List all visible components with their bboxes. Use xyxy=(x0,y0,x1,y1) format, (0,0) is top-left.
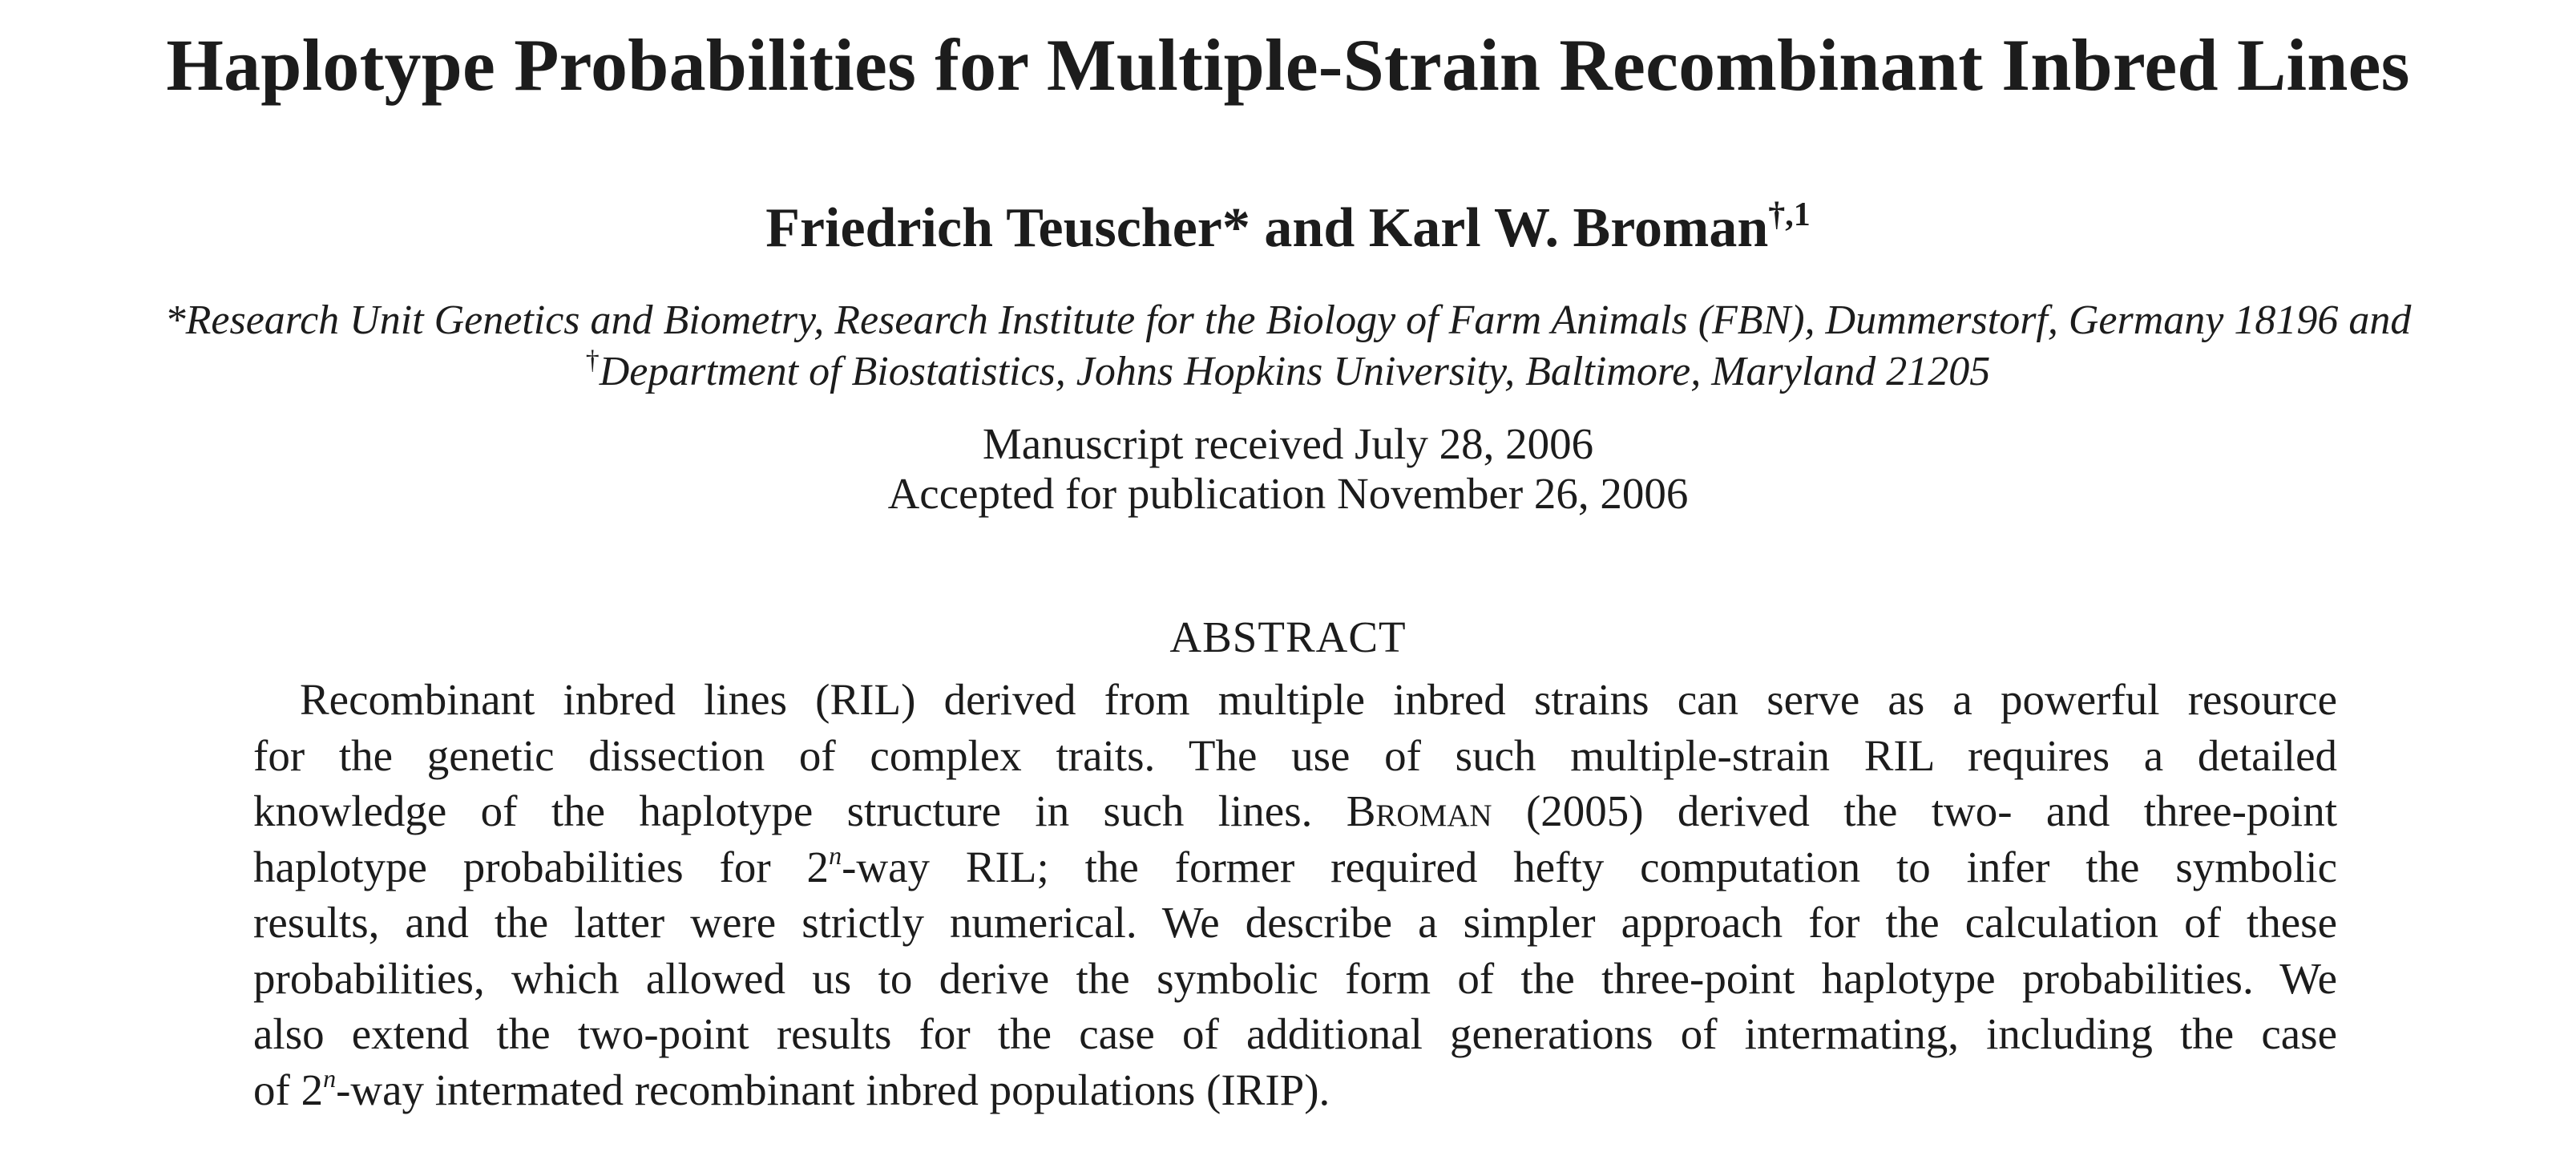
paper-title: Haplotype Probabilities for Multiple-Strain Recombinant Inbred Lines xyxy=(166,24,2410,106)
affiliation-line-2-text: Department of Biostatistics, Johns Hopkins University, Baltimore, Maryland 21205 xyxy=(599,349,1991,394)
abstract-line: Recombinant inbred lines (RIL) derived from multiple inbred strains can serve as a powerful resource xyxy=(300,675,2337,724)
abstract-text: (2005) derived the two- and three-point xyxy=(1492,786,2337,835)
date-accepted: Accepted for publication November 26, 2006 xyxy=(887,469,1689,518)
exponent-n: n xyxy=(323,1063,337,1093)
abstract-body xyxy=(253,672,2337,1118)
author-broman: Karl W. Broman xyxy=(1368,197,1769,259)
abstract-line xyxy=(253,839,2337,895)
abstract-text: -way RIL; the former required hefty computation to infer the symbolic xyxy=(842,842,2337,891)
affiliation-line-1: *Research Unit Genetics and Biometry, Research Institute for the Biology of Farm Animals (FBN), Dummerstorf, Germany 18196 and xyxy=(164,297,2412,343)
abstract-line xyxy=(253,1062,2337,1118)
abstract-line: results, and the latter were strictly numerical. We describe a simpler approach for the calculation of these xyxy=(253,898,2337,947)
author-conjunction: and xyxy=(1250,197,1369,259)
abstract-heading: ABSTRACT xyxy=(1169,612,1407,661)
exponent-n: n xyxy=(829,840,842,870)
abstract-line: for the genetic dissection of complex traits. The use of such multiple-strain RIL requires a detailed xyxy=(253,730,2337,780)
abstract-line: also extend the two-point results for the case of additional generations of intermating, including the case xyxy=(253,1009,2337,1058)
affiliation-line-2 xyxy=(0,346,2576,398)
affiliations xyxy=(0,295,2576,398)
abstract-line xyxy=(253,783,2337,839)
manuscript-dates xyxy=(0,419,2576,519)
abstract-text: -way intermated recombinant inbred populations (IRIP). xyxy=(336,1065,1330,1114)
citation-broman: Broman xyxy=(1346,786,1492,835)
date-received: Manuscript received July 28, 2006 xyxy=(982,419,1594,468)
author-list xyxy=(0,192,2576,265)
author-teuscher: Friedrich Teuscher* xyxy=(765,197,1250,259)
affiliation-dagger-mark: † xyxy=(585,346,600,375)
abstract-line: probabilities, which allowed us to derive the symbolic form of the three-point haplotype probabilities. We xyxy=(253,953,2337,1003)
abstract-text: knowledge of the haplotype structure in such lines. xyxy=(253,786,1347,835)
author-broman-footnote-marks: †,1 xyxy=(1768,196,1811,233)
abstract-text: haplotype probabilities for 2 xyxy=(253,842,830,891)
abstract-text: of 2 xyxy=(253,1065,324,1114)
